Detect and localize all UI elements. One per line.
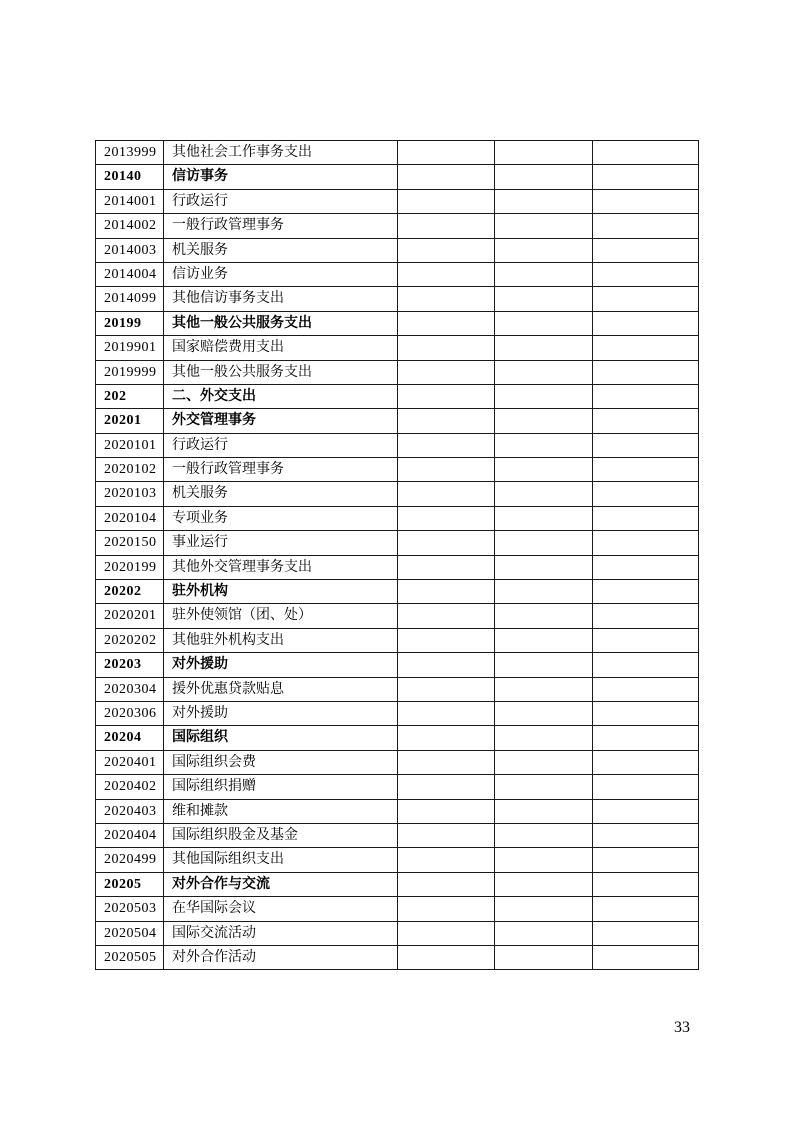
value-cell-1 (398, 555, 495, 579)
value-cell-3 (593, 360, 699, 384)
value-cell-3 (593, 458, 699, 482)
value-cell-3 (593, 409, 699, 433)
label-cell: 行政运行 (164, 433, 398, 457)
value-cell-3 (593, 823, 699, 847)
label-cell: 信访业务 (164, 262, 398, 286)
value-cell-2 (495, 799, 593, 823)
value-cell-2 (495, 384, 593, 408)
value-cell-2 (495, 360, 593, 384)
value-cell-1 (398, 921, 495, 945)
label-cell: 国际组织股金及基金 (164, 823, 398, 847)
budget-code-table (95, 140, 699, 970)
value-cell-3 (593, 750, 699, 774)
table-row (96, 775, 699, 799)
table-row (96, 360, 699, 384)
value-cell-3 (593, 775, 699, 799)
value-cell-3 (593, 238, 699, 262)
label-cell: 其他信访事务支出 (164, 287, 398, 311)
value-cell-1 (398, 580, 495, 604)
value-cell-2 (495, 555, 593, 579)
label-cell: 国际组织 (164, 726, 398, 750)
table-row (96, 628, 699, 652)
value-cell-2 (495, 311, 593, 335)
table-row (96, 287, 699, 311)
value-cell-1 (398, 531, 495, 555)
table-row (96, 384, 699, 408)
label-cell: 在华国际会议 (164, 897, 398, 921)
code-cell: 2014001 (96, 189, 164, 213)
label-cell: 对外合作活动 (164, 945, 398, 969)
value-cell-3 (593, 701, 699, 725)
code-cell: 2020402 (96, 775, 164, 799)
code-cell: 2020503 (96, 897, 164, 921)
code-cell: 2020505 (96, 945, 164, 969)
code-cell: 2014004 (96, 262, 164, 286)
value-cell-3 (593, 433, 699, 457)
value-cell-2 (495, 848, 593, 872)
value-cell-1 (398, 775, 495, 799)
value-cell-3 (593, 580, 699, 604)
value-cell-2 (495, 336, 593, 360)
value-cell-1 (398, 287, 495, 311)
value-cell-3 (593, 506, 699, 530)
table-row (96, 677, 699, 701)
value-cell-1 (398, 311, 495, 335)
table-row (96, 848, 699, 872)
label-cell: 国际组织捐赠 (164, 775, 398, 799)
label-cell: 国际组织会费 (164, 750, 398, 774)
value-cell-1 (398, 506, 495, 530)
label-cell: 机关服务 (164, 482, 398, 506)
value-cell-1 (398, 677, 495, 701)
label-cell: 其他社会工作事务支出 (164, 141, 398, 165)
value-cell-1 (398, 726, 495, 750)
table-row (96, 604, 699, 628)
value-cell-3 (593, 141, 699, 165)
code-cell: 202 (96, 384, 164, 408)
table-row (96, 555, 699, 579)
value-cell-3 (593, 872, 699, 896)
code-cell: 2020306 (96, 701, 164, 725)
value-cell-2 (495, 506, 593, 530)
value-cell-3 (593, 214, 699, 238)
table-row (96, 189, 699, 213)
value-cell-1 (398, 604, 495, 628)
value-cell-1 (398, 823, 495, 847)
value-cell-1 (398, 799, 495, 823)
table-row (96, 531, 699, 555)
table-row (96, 238, 699, 262)
value-cell-2 (495, 165, 593, 189)
table-row (96, 701, 699, 725)
table-row (96, 311, 699, 335)
label-cell: 对外援助 (164, 653, 398, 677)
code-cell: 2020104 (96, 506, 164, 530)
label-cell: 二、外交支出 (164, 384, 398, 408)
value-cell-2 (495, 604, 593, 628)
table-row (96, 872, 699, 896)
label-cell: 信访事务 (164, 165, 398, 189)
value-cell-3 (593, 628, 699, 652)
value-cell-2 (495, 238, 593, 262)
label-cell: 其他驻外机构支出 (164, 628, 398, 652)
value-cell-3 (593, 482, 699, 506)
label-cell: 其他一般公共服务支出 (164, 360, 398, 384)
value-cell-1 (398, 360, 495, 384)
value-cell-2 (495, 750, 593, 774)
code-cell: 2020201 (96, 604, 164, 628)
value-cell-1 (398, 336, 495, 360)
code-cell: 20199 (96, 311, 164, 335)
label-cell: 国际交流活动 (164, 921, 398, 945)
value-cell-3 (593, 165, 699, 189)
value-cell-1 (398, 848, 495, 872)
value-cell-3 (593, 848, 699, 872)
value-cell-3 (593, 921, 699, 945)
code-cell: 20202 (96, 580, 164, 604)
value-cell-1 (398, 384, 495, 408)
table-row (96, 945, 699, 969)
value-cell-3 (593, 677, 699, 701)
value-cell-3 (593, 384, 699, 408)
label-cell: 援外优惠贷款贴息 (164, 677, 398, 701)
code-cell: 20140 (96, 165, 164, 189)
label-cell: 专项业务 (164, 506, 398, 530)
value-cell-1 (398, 872, 495, 896)
table-row (96, 141, 699, 165)
page-number: 33 (674, 1019, 690, 1036)
code-cell: 2020150 (96, 531, 164, 555)
table-row (96, 897, 699, 921)
table-row (96, 409, 699, 433)
value-cell-1 (398, 701, 495, 725)
label-cell: 对外援助 (164, 701, 398, 725)
table-row (96, 506, 699, 530)
value-cell-3 (593, 945, 699, 969)
code-cell: 20201 (96, 409, 164, 433)
code-cell: 2020199 (96, 555, 164, 579)
code-cell: 2014099 (96, 287, 164, 311)
value-cell-2 (495, 262, 593, 286)
code-cell: 2020504 (96, 921, 164, 945)
value-cell-1 (398, 165, 495, 189)
value-cell-2 (495, 189, 593, 213)
label-cell: 外交管理事务 (164, 409, 398, 433)
value-cell-2 (495, 287, 593, 311)
code-cell: 20203 (96, 653, 164, 677)
label-cell: 其他一般公共服务支出 (164, 311, 398, 335)
code-cell: 2014003 (96, 238, 164, 262)
label-cell: 一般行政管理事务 (164, 458, 398, 482)
budget-code-table-body (96, 141, 699, 970)
code-cell: 2020102 (96, 458, 164, 482)
table-row (96, 580, 699, 604)
table-row (96, 750, 699, 774)
code-cell: 2013999 (96, 141, 164, 165)
value-cell-3 (593, 311, 699, 335)
label-cell: 事业运行 (164, 531, 398, 555)
value-cell-3 (593, 262, 699, 286)
value-cell-3 (593, 726, 699, 750)
value-cell-1 (398, 433, 495, 457)
value-cell-3 (593, 287, 699, 311)
table-row (96, 482, 699, 506)
value-cell-3 (593, 604, 699, 628)
label-cell: 其他外交管理事务支出 (164, 555, 398, 579)
label-cell: 驻外机构 (164, 580, 398, 604)
value-cell-1 (398, 409, 495, 433)
code-cell: 20204 (96, 726, 164, 750)
value-cell-2 (495, 921, 593, 945)
value-cell-2 (495, 897, 593, 921)
table-row (96, 726, 699, 750)
value-cell-1 (398, 750, 495, 774)
table-row (96, 165, 699, 189)
code-cell: 2020103 (96, 482, 164, 506)
label-cell: 对外合作与交流 (164, 872, 398, 896)
value-cell-2 (495, 214, 593, 238)
value-cell-3 (593, 336, 699, 360)
value-cell-2 (495, 653, 593, 677)
value-cell-1 (398, 214, 495, 238)
value-cell-1 (398, 238, 495, 262)
value-cell-1 (398, 628, 495, 652)
code-cell: 2019999 (96, 360, 164, 384)
value-cell-1 (398, 141, 495, 165)
label-cell: 行政运行 (164, 189, 398, 213)
label-cell: 机关服务 (164, 238, 398, 262)
value-cell-2 (495, 141, 593, 165)
value-cell-3 (593, 531, 699, 555)
value-cell-2 (495, 482, 593, 506)
value-cell-2 (495, 872, 593, 896)
table-row (96, 262, 699, 286)
value-cell-2 (495, 628, 593, 652)
code-cell: 2020404 (96, 823, 164, 847)
value-cell-3 (593, 653, 699, 677)
label-cell: 一般行政管理事务 (164, 214, 398, 238)
table-row (96, 653, 699, 677)
value-cell-2 (495, 677, 593, 701)
value-cell-2 (495, 580, 593, 604)
table-row (96, 336, 699, 360)
value-cell-1 (398, 945, 495, 969)
value-cell-3 (593, 897, 699, 921)
value-cell-1 (398, 482, 495, 506)
value-cell-2 (495, 433, 593, 457)
table-row (96, 458, 699, 482)
value-cell-2 (495, 409, 593, 433)
value-cell-2 (495, 531, 593, 555)
table-row (96, 823, 699, 847)
value-cell-1 (398, 189, 495, 213)
code-cell: 2014002 (96, 214, 164, 238)
code-cell: 2020401 (96, 750, 164, 774)
code-cell: 2020304 (96, 677, 164, 701)
table-row (96, 799, 699, 823)
code-cell: 2020403 (96, 799, 164, 823)
label-cell: 驻外使领馆（团、处） (164, 604, 398, 628)
value-cell-1 (398, 262, 495, 286)
table-row (96, 921, 699, 945)
value-cell-3 (593, 555, 699, 579)
table-row (96, 214, 699, 238)
code-cell: 2019901 (96, 336, 164, 360)
value-cell-3 (593, 189, 699, 213)
label-cell: 国家赔偿费用支出 (164, 336, 398, 360)
code-cell: 2020202 (96, 628, 164, 652)
value-cell-1 (398, 897, 495, 921)
value-cell-2 (495, 775, 593, 799)
code-cell: 2020499 (96, 848, 164, 872)
value-cell-2 (495, 945, 593, 969)
value-cell-2 (495, 823, 593, 847)
value-cell-3 (593, 799, 699, 823)
table-row (96, 433, 699, 457)
value-cell-1 (398, 653, 495, 677)
label-cell: 其他国际组织支出 (164, 848, 398, 872)
value-cell-1 (398, 458, 495, 482)
value-cell-2 (495, 726, 593, 750)
label-cell: 维和摊款 (164, 799, 398, 823)
value-cell-2 (495, 458, 593, 482)
code-cell: 2020101 (96, 433, 164, 457)
value-cell-2 (495, 701, 593, 725)
code-cell: 20205 (96, 872, 164, 896)
